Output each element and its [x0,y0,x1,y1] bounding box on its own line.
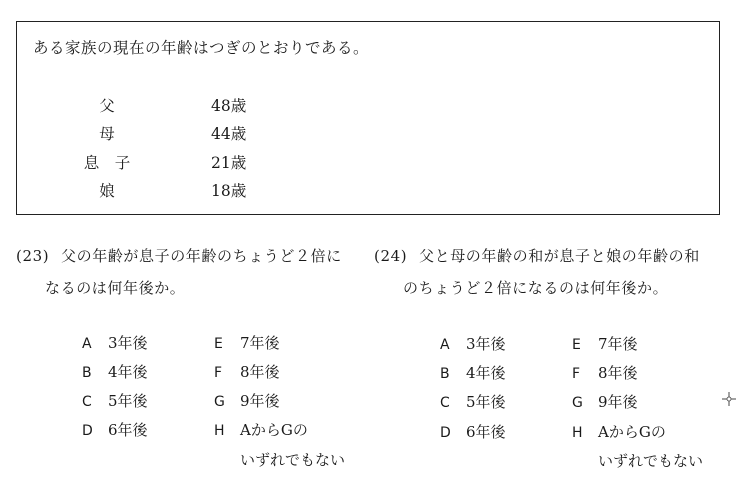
option-23-a[interactable] [82,331,148,355]
option-text: 4年後 [466,364,506,382]
member-age: 44歳 [211,125,247,143]
option-letter: D [82,423,93,439]
option-text: 8年後 [598,364,638,382]
option-letter: C [440,395,450,411]
member-row-son [77,151,337,175]
option-letter: G [214,394,225,410]
option-24-b[interactable] [440,361,506,385]
question-text-line2: なるのは何年後か。 [45,279,186,297]
member-name: 息 子 [83,154,131,172]
option-23-b[interactable] [82,360,148,384]
question-23 [16,240,342,304]
option-letter: E [572,337,581,353]
option-24-h[interactable] [572,420,666,444]
option-23-d[interactable] [82,418,148,442]
option-text: 6年後 [108,421,148,439]
option-24-h-continuation: いずれでもない [598,452,704,470]
option-text: 7年後 [598,335,638,353]
option-24-g[interactable] [572,390,638,414]
member-name: 娘 [99,182,115,200]
question-number: (23) [16,247,50,265]
member-age: 48歳 [211,97,247,115]
option-letter: B [82,365,92,381]
passage-intro: ある家族の現在の年齢はつぎのとおりである。 [33,39,370,57]
option-letter: B [440,366,450,382]
option-letter: C [82,394,92,410]
option-23-h[interactable] [214,418,308,442]
option-letter: A [82,336,92,352]
member-row-daughter [77,179,337,203]
option-text: AからGの [240,421,308,439]
question-text-line2: のちょうど２倍になるのは何年後か。 [403,279,669,297]
option-text: 6年後 [466,423,506,441]
member-age: 18歳 [211,182,247,200]
option-letter: A [440,337,450,353]
option-text: 9年後 [598,393,638,411]
question-text-line1: 父の年齢が息子の年齢のちょうど２倍に [61,247,342,265]
member-name: 母 [99,125,115,143]
option-23-g[interactable] [214,389,280,413]
option-23-e[interactable] [214,331,280,355]
option-text: 5年後 [466,393,506,411]
option-24-f[interactable] [572,361,638,385]
option-text: AからGの [598,423,666,441]
question-number: (24) [374,247,408,265]
crosshair-icon [722,392,736,406]
option-text: 8年後 [240,363,280,381]
option-text: 7年後 [240,334,280,352]
option-letter: F [214,365,223,381]
member-age: 21歳 [211,154,247,172]
option-text: 3年後 [466,335,506,353]
option-letter: H [572,425,583,441]
option-23-c[interactable] [82,389,148,413]
option-letter: D [440,425,451,441]
option-text: 3年後 [108,334,148,352]
option-23-h-continuation: いずれでもない [240,451,346,469]
option-letter: F [572,366,581,382]
option-text: 5年後 [108,392,148,410]
question-text-line1: 父と母の年齢の和が息子と娘の年齢の和 [419,247,700,265]
member-row-mother [77,122,337,146]
option-23-f[interactable] [214,360,280,384]
option-24-d[interactable] [440,420,506,444]
option-text: 9年後 [240,392,280,410]
option-letter: G [572,395,583,411]
question-24 [374,240,700,304]
option-letter: H [214,423,225,439]
option-24-c[interactable] [440,390,506,414]
family-age-box [16,21,720,215]
option-24-e[interactable] [572,332,638,356]
option-text: 4年後 [108,363,148,381]
option-letter: E [214,336,223,352]
member-name: 父 [99,97,115,115]
option-24-a[interactable] [440,332,506,356]
member-row-father [77,94,337,118]
